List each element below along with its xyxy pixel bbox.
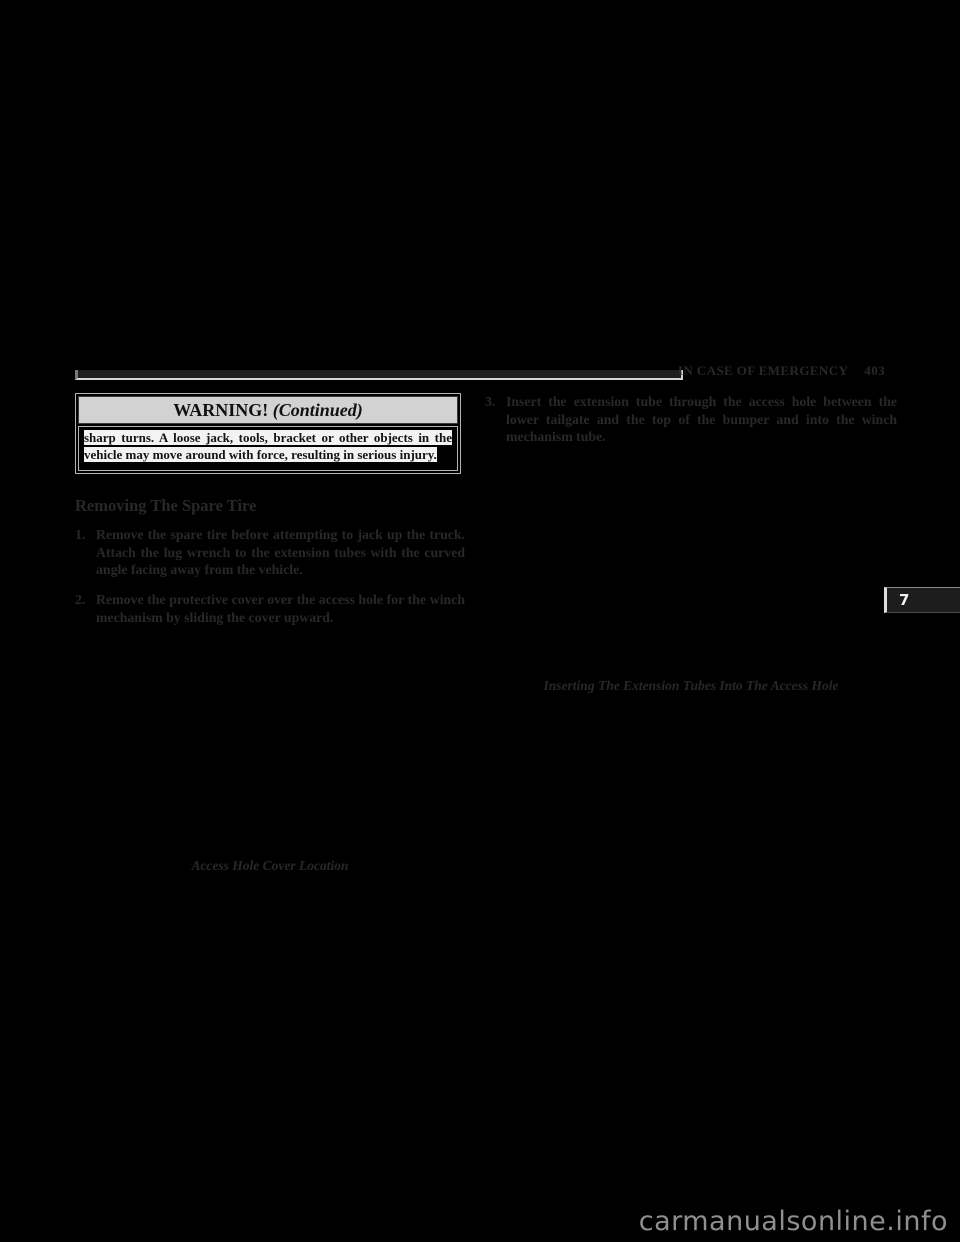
chapter-tab: 7 <box>884 587 960 613</box>
warning-continued-label: (Continued) <box>272 400 363 420</box>
step-3-number: 3. <box>485 394 496 409</box>
warning-box <box>75 393 461 474</box>
warning-box-body <box>78 426 458 471</box>
step-1-number: 1. <box>75 527 86 542</box>
running-head <box>560 363 885 379</box>
page-number: 403 <box>864 363 885 378</box>
caption-extension-tubes: Inserting The Extension Tubes Into The Access Hole <box>543 678 839 693</box>
step-2-text: Remove the protective cover over the access hole for the winch mechanism by sliding the cover upward. <box>96 592 465 625</box>
caption-access-hole-cover: Access Hole Cover Location <box>191 858 349 873</box>
section-heading: Removing The Spare Tire <box>75 496 257 515</box>
step-1-text: Remove the spare tire before attempting to jack up the truck. Attach the lug wrench to the extension tubes with the curved angle facing away from the vehicle. <box>96 527 465 577</box>
step-3 <box>485 393 897 446</box>
figure-access-hole-cover <box>90 640 450 848</box>
step-2 <box>75 591 465 626</box>
watermark-text: carmanualsonline.info <box>638 1206 948 1237</box>
step-1 <box>75 526 465 579</box>
step-2-number: 2. <box>75 592 86 607</box>
warning-text: sharp turns. A loose jack, tools, bracket or other objects in the vehicle may move around with force, resulting in serious injury. <box>84 430 452 462</box>
step-3-text: Insert the extension tube through the access hole between the lower tailgate and the top of the bumper and into the winch mechanism tube. <box>506 394 897 444</box>
running-head-title: IN CASE OF EMERGENCY <box>677 363 849 378</box>
warning-title: WARNING! <box>173 400 269 420</box>
warning-box-header <box>78 396 458 424</box>
figure-extension-tubes <box>500 462 880 667</box>
